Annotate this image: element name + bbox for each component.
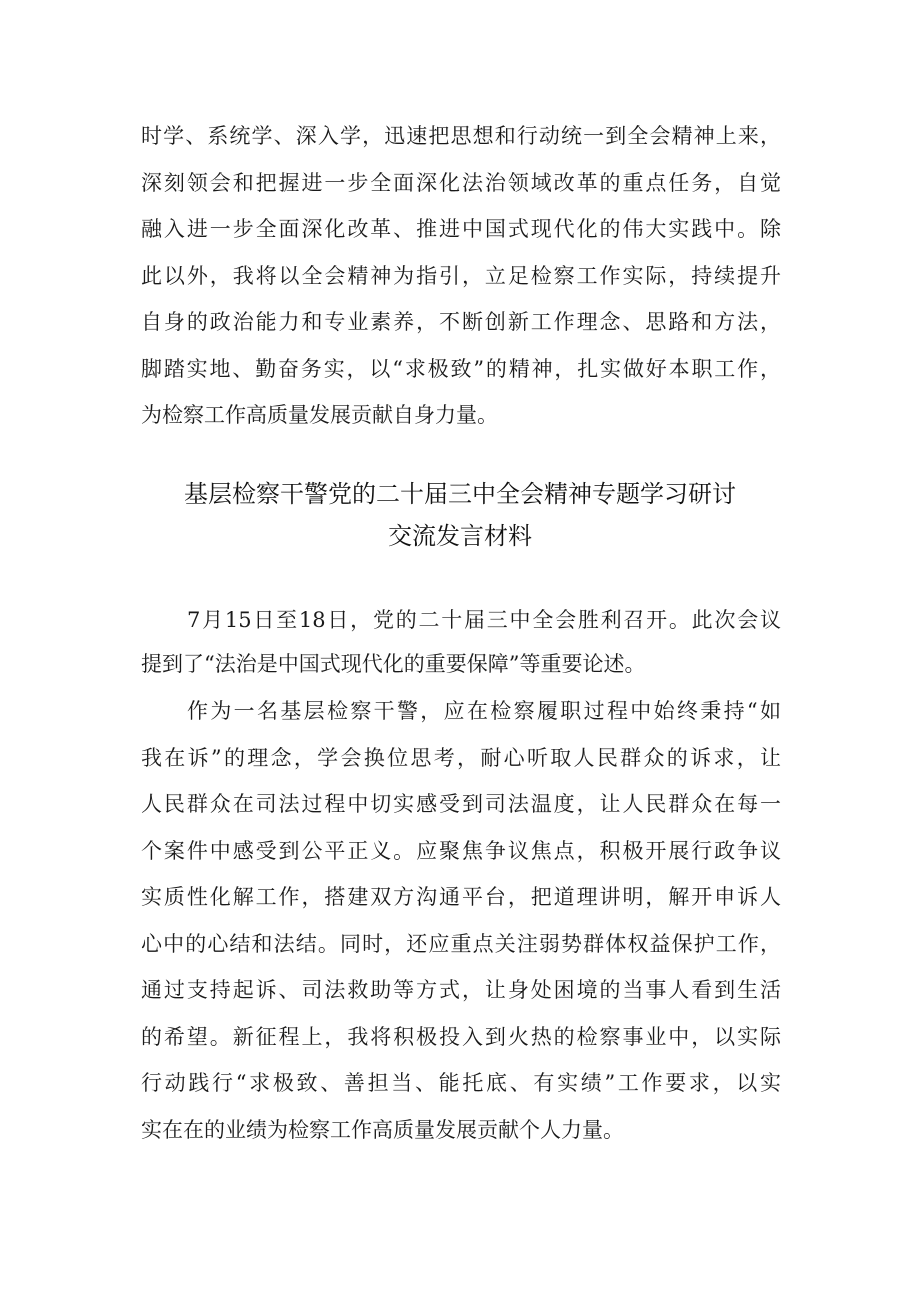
article-title-line2: 交流发言材料 [388,522,532,550]
paragraph2-line: 心中的心结和法结。同时，还应重点关注弱势群体权益保护工作， [141,932,781,956]
paragraph2-line: 我在诉”的理念，学会换位思考，耐心听取人民群众的诉求，让 [141,746,781,770]
continuation-line: 脚踏实地、勤奋务实，以“求极致”的精神，扎实做好本职工作， [141,357,781,381]
continuation-line: 此以外，我将以全会精神为指引，立足检察工作实际，持续提升 [141,264,781,288]
article-title-line1: 基层检察干警党的二十届三中全会精神专题学习研讨 [184,480,736,508]
paragraph2-line: 作为一名基层检察干警，应在检察履职过程中始终秉持“如 [187,699,781,723]
continuation-line: 为检察工作高质量发展贡献自身力量。 [141,403,498,427]
paragraph2-line: 行动践行“求极致、善担当、能托底、有实绩”工作要求，以实 [141,1071,781,1095]
paragraph2-line: 实质性化解工作，搭建双方沟通平台，把道理讲明，解开申诉人 [141,885,781,909]
paragraph1-line: 提到了“法治是中国式现代化的重要保障”等重要论述。 [141,652,646,676]
paragraph2-line: 通过支持起诉、司法救助等方式，让身处困境的当事人看到生活 [141,978,781,1002]
paragraph2-line: 的希望。新征程上，我将积极投入到火热的检察事业中，以实际 [141,1025,781,1049]
paragraph2-line: 个案件中感受到公平正义。应聚焦争议焦点，积极开展行政争议 [141,839,781,863]
continuation-line: 融入进一步全面深化改革、推进中国式现代化的伟大实践中。除 [141,217,781,241]
paragraph2-line: 实在在的业绩为检察工作高质量发展贡献个人力量。 [141,1118,624,1142]
continuation-line: 深刻领会和把握进一步全面深化法治领域改革的重点任务，自觉 [141,171,781,195]
continuation-line: 自身的政治能力和专业素养，不断创新工作理念、思路和方法， [141,310,781,334]
continuation-line: 时学、系统学、深入学，迅速把思想和行动统一到全会精神上来， [141,124,781,148]
paragraph2-line: 人民群众在司法过程中切实感受到司法温度，让人民群众在每一 [141,792,781,816]
paragraph1-line: 7月15日至18日，党的二十届三中全会胜利召开。此次会议 [187,608,781,632]
